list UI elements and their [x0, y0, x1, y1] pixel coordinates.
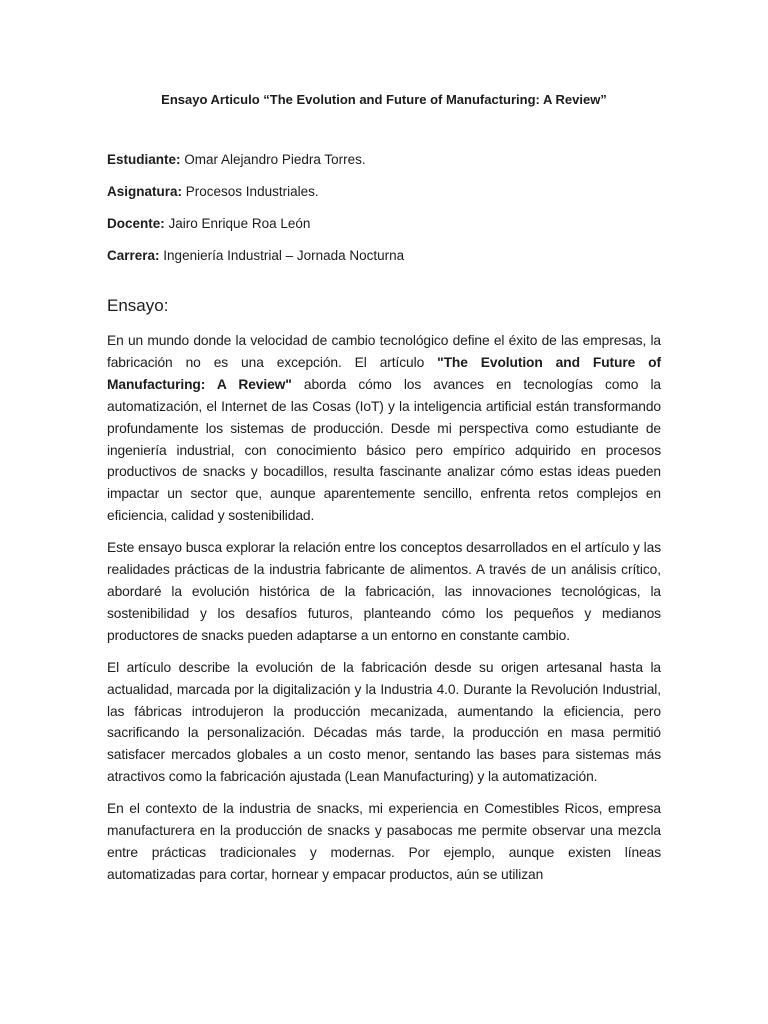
- meta-career-label: Carrera:: [107, 248, 160, 263]
- meta-career-value: Ingeniería Industrial – Jornada Nocturna: [163, 248, 405, 263]
- article-title-bold: "The Evolution and Future of Manufacturing: A Review": [107, 354, 661, 392]
- paragraph-intro: [107, 330, 661, 527]
- paragraph-evolution: El artículo describe la evolución de la fabricación desde su origen artesanal hasta la actualidad, marcada por la digitalización y la Industria 4.0. Durante la Revolución Industrial, las fábricas introdujeron la producción mecanizada, aumentando la eficiencia, pero sacrificando la personalización. Décadas más tarde, la producción en masa permitió satisfacer mercados globales a un costo menor, sentando las bases para sistemas más atractivos como la fabricación ajustada (Lean Manufacturing) y la automatización.: [107, 659, 661, 785]
- paragraph-intro-after: aborda cómo los avances en tecnologías como la automatización, el Internet de las Cosas (IoT) y la inteligencia artificial están transformando profundamente los sistemas de producción. Desde mi perspectiva como estudiante de ingeniería industrial, con conocimiento básico pero empírico adquirido en procesos productivos de snacks y bocadillos, resulta fascinante analizar cómo estas ideas pueden impactar un sector que, aunque aparentemente sencillo, enfrenta retos complejos en eficiencia, calidad y sostenibilidad.: [107, 376, 661, 524]
- paragraph-purpose: Este ensayo busca explorar la relación entre los conceptos desarrollados en el artículo y las realidades prácticas de la industria fabricante de alimentos. A través de un análisis crítico, abordaré la evolución histórica de la fabricación, las innovaciones tecnológicas, la sostenibilidad y los desafíos futuros, planteando cómo los pequeños y medianos productores de snacks pueden adaptarse a un entorno en constante cambio.: [107, 540, 661, 643]
- meta-student-value: Omar Alejandro Piedra Torres.: [184, 152, 366, 167]
- document-page: [107, 90, 661, 896]
- meta-career: [107, 246, 661, 266]
- meta-teacher-value: Jairo Enrique Roa León: [168, 216, 311, 231]
- section-heading: Ensayo:: [107, 296, 169, 315]
- meta-subject-value: Procesos Industriales.: [185, 184, 319, 199]
- paragraph-intro-before: En un mundo donde la velocidad de cambio tecnológico define el éxito de las empresas, la fabricación no es una excepción. El artículo: [107, 333, 661, 370]
- meta-teacher: [107, 214, 661, 234]
- meta-student-label: Estudiante:: [107, 152, 181, 167]
- document-title: Ensayo Articulo “The Evolution and Future of Manufacturing: A Review”: [161, 92, 607, 107]
- meta-teacher-label: Docente:: [107, 216, 165, 231]
- meta-subject: [107, 182, 661, 202]
- paragraph-context: En el contexto de la industria de snacks, mi experiencia en Comestibles Ricos, empresa manufacturera en la producción de snacks y pasabocas me permite observar una mezcla entre prácticas tradicionales y modernas. Por ejemplo, aunque existen líneas automatizadas para cortar, hornear y empacar productos, aún se utilizan: [107, 801, 661, 882]
- meta-subject-label: Asignatura:: [107, 184, 183, 199]
- meta-student: [107, 150, 661, 170]
